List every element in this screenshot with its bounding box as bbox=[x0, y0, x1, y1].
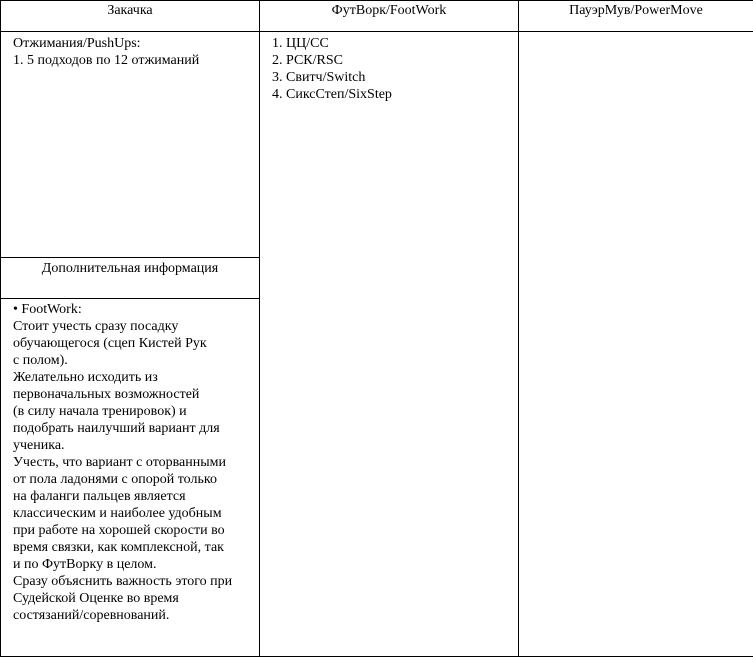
info-line: с полом). bbox=[13, 353, 68, 368]
info-line: Учесть, что вариант с оторванными bbox=[13, 455, 227, 470]
info-line: (в силу начала тренировок) и bbox=[13, 404, 187, 419]
info-line: состязаний/соревнований. bbox=[13, 608, 170, 623]
footwork-item: 2. РСК/RSC bbox=[272, 53, 343, 68]
info-line: • FootWork: bbox=[13, 302, 82, 317]
zakachka-line: 1. 5 подходов по 12 отжиманий bbox=[13, 53, 200, 68]
footwork-item: 1. ЦЦ/CC bbox=[272, 36, 329, 51]
info-line: классическим и наиболее удобным bbox=[13, 506, 222, 521]
header-footwork: ФутВорк/FootWork bbox=[260, 1, 519, 32]
info-line: подобрать наилучший вариант для bbox=[13, 421, 220, 436]
info-line: время связки, как комплексной, так bbox=[13, 540, 224, 555]
zakachka-line: Отжимания/PushUps: bbox=[13, 36, 141, 51]
header-zakachka: Закачка bbox=[1, 1, 260, 32]
info-line: первоначальных возможностей bbox=[13, 387, 200, 402]
powermove-content bbox=[519, 32, 753, 657]
info-line: от пола ладонями с опорой только bbox=[13, 472, 217, 487]
additional-info-content bbox=[1, 299, 260, 657]
info-line: Желательно исходить из bbox=[13, 370, 158, 385]
info-line: и по ФутВорку в целом. bbox=[13, 557, 157, 572]
info-line: обучающегося (сцеп Кистей Рук bbox=[13, 336, 207, 351]
footwork-item: 3. Свитч/Switch bbox=[272, 70, 366, 85]
footwork-content bbox=[260, 32, 519, 657]
header-powermove: ПауэрМув/PowerMove bbox=[519, 1, 753, 32]
info-line: Судейской Оценке во время bbox=[13, 591, 179, 606]
info-line: Стоит учесть сразу посадку bbox=[13, 319, 179, 334]
additional-info-title: Дополнительная информация bbox=[1, 258, 260, 299]
info-line: Сразу объяснить важность этого при bbox=[13, 574, 233, 589]
zakachka-content bbox=[1, 32, 260, 258]
info-line: на фаланги пальцев является bbox=[13, 489, 186, 504]
footwork-item: 4. СиксСтеп/SixStep bbox=[272, 87, 392, 102]
info-line: ученика. bbox=[13, 438, 65, 453]
info-line: при работе на хорошей скорости во bbox=[13, 523, 225, 538]
